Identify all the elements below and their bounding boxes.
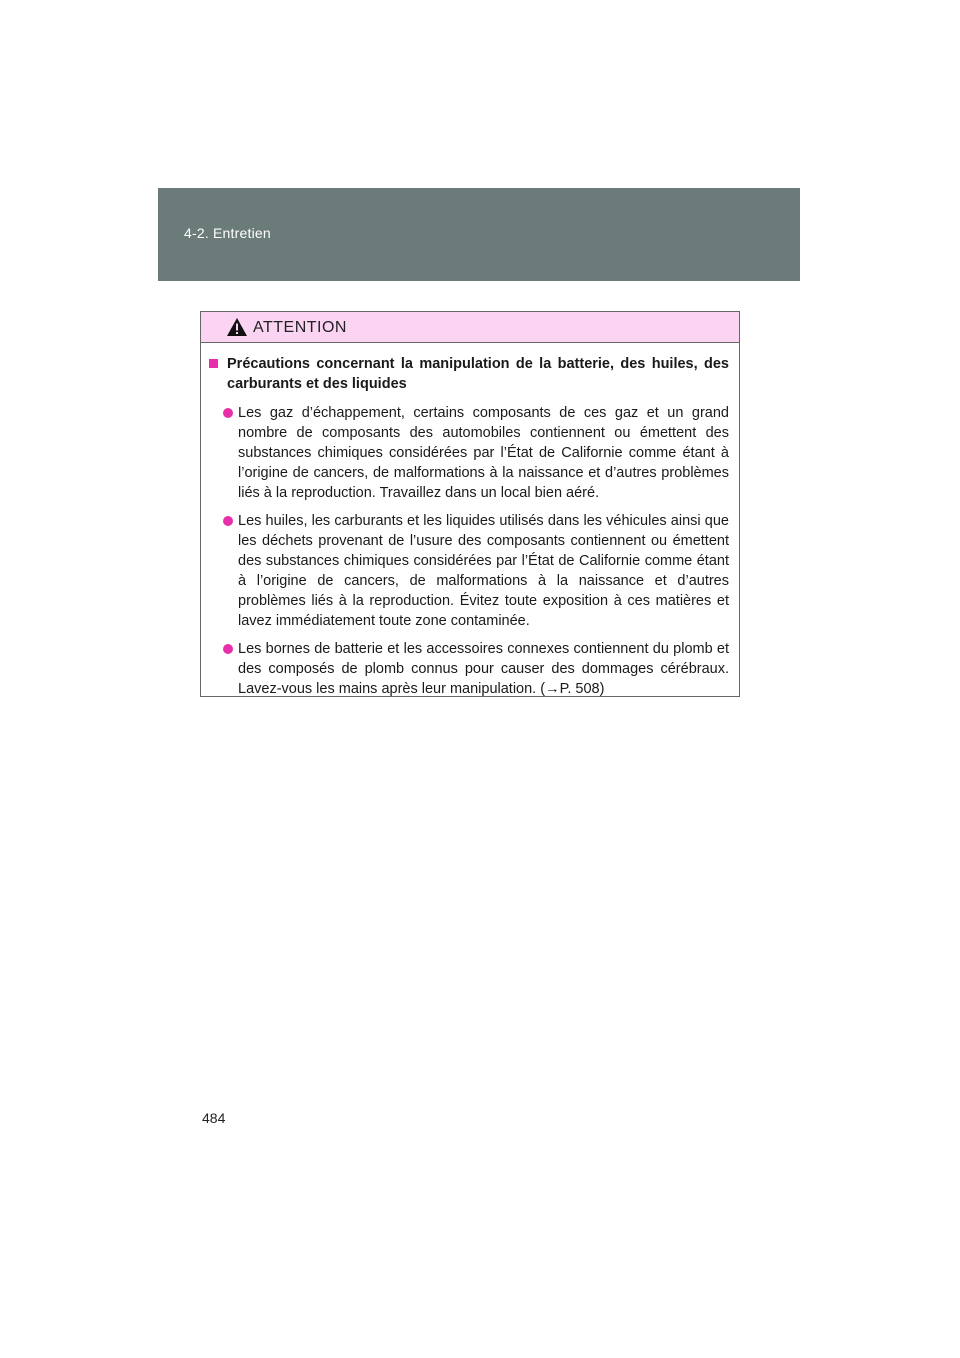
- caution-body: [201, 343, 739, 699]
- caution-heading-text: Précautions concernant la manipulation de la batterie, des huiles, des carburants et des liquides: [227, 356, 729, 392]
- caution-header: [201, 312, 739, 343]
- warning-triangle-icon: [226, 317, 248, 337]
- list-item-text: Les huiles, les carburants et les liquides utilisés dans les véhicules ainsi que les déchets provenant de l’usure des composants contiennent ou émettent des substances chimiques considérées par l’État de Californie comme étant à l’origine de cancers, de malformations à la naissance et d’autres problèmes liés à la reproduction. Évitez toute exposition à ces matières et lavez immédiatement toute zone contaminée.: [238, 513, 729, 629]
- circle-bullet-icon: [223, 408, 233, 418]
- caution-title: ATTENTION: [253, 319, 347, 336]
- caution-box: [200, 311, 740, 697]
- caution-list: [208, 403, 729, 699]
- list-item: [208, 511, 729, 631]
- list-item: [208, 403, 729, 503]
- list-item-text: Les gaz d’échappement, certains composants de ces gaz et un grand nombre de composants des automobiles contiennent ou émettent des substances chimiques considérées par l’État de Californie comme étant à l’origine de cancers, de malformations à la naissance et d’autres problèmes liés à la reproduction. Travaillez dans un local bien aéré.: [238, 405, 729, 501]
- circle-bullet-icon: [223, 516, 233, 526]
- list-item-text: Les bornes de batterie et les accessoires connexes contiennent du plomb et des composés de plomb connus pour causer des dommages cérébraux. Lavez-vous les mains après leur manipulation. (→P. 508): [238, 641, 729, 697]
- list-item: [208, 639, 729, 699]
- square-bullet-icon: [209, 359, 218, 368]
- section-header-band: [158, 188, 800, 281]
- section-label: 4-2. Entretien: [184, 225, 271, 241]
- circle-bullet-icon: [223, 644, 233, 654]
- page-number: 484: [202, 1110, 226, 1126]
- caution-heading: [208, 354, 729, 394]
